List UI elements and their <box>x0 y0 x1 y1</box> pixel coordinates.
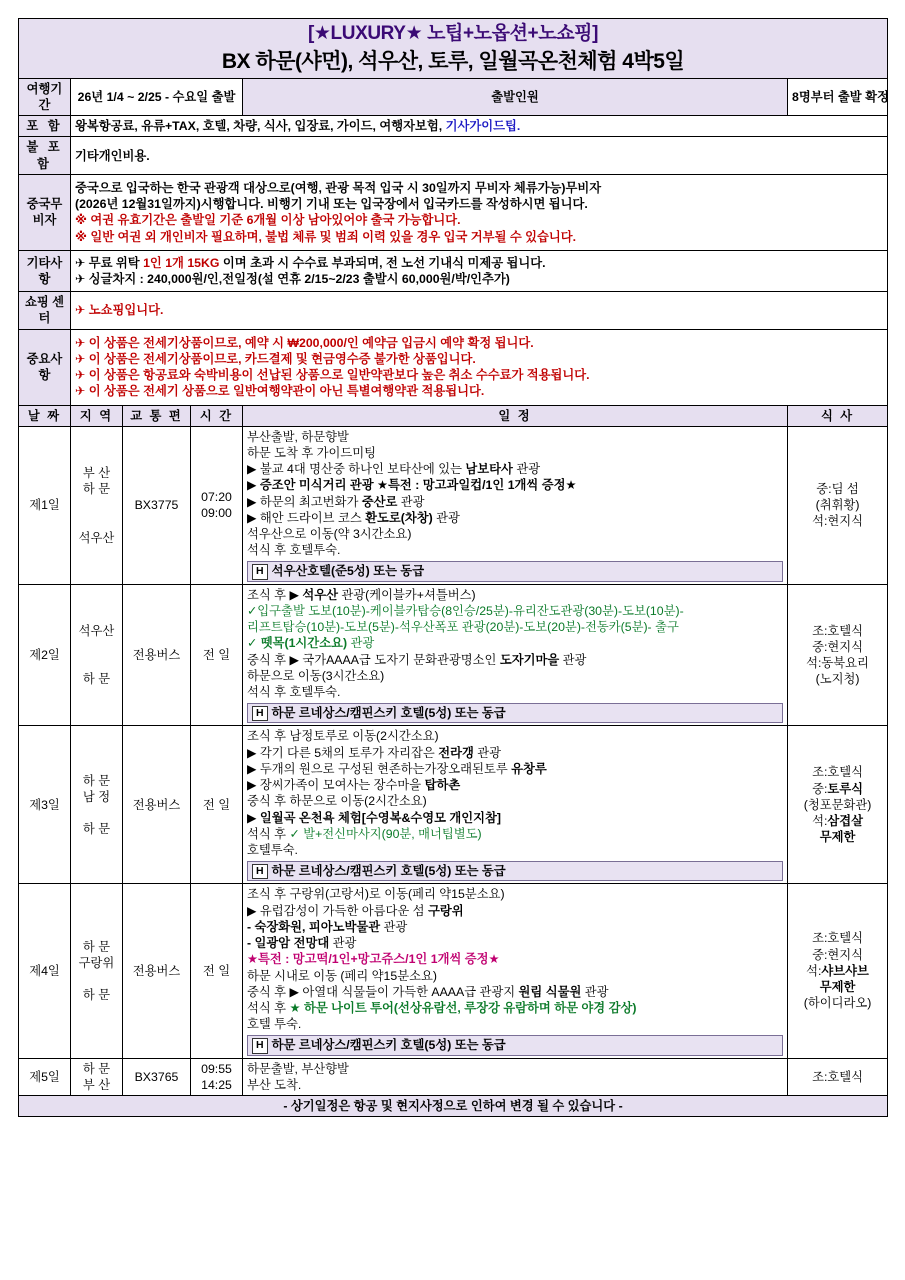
notice-line-2: ✈ 이 상품은 전세기상품이므로, 카드결제 및 현금영수증 불가한 상품입니다. <box>75 351 476 366</box>
schedule-line: 리프트탑승(10분)-도보(5분)-석우산폭포 관광(20분)-도보(20분)-전동카(5분)- 출구 <box>247 620 679 635</box>
day-transport: BX3775 <box>123 426 191 584</box>
schedule-line: ✓입구출발 도보(10분)-케이블카탑승(8인승/25분)-유리잔도관광(30분)-도보(10분)- <box>247 603 684 618</box>
schedule-line: ▶ 두개의 원으로 구성된 현존하는가장오래된토루 유창루 <box>247 761 547 776</box>
schedule-line: 조식 후 구랑위(고랑서)로 이동(페리 약15분소요) <box>247 887 505 902</box>
exclude-label: 불 포 함 <box>19 137 71 174</box>
include-blue: 기사가이드팁. <box>445 119 521 134</box>
etc-line-1: ✈ 무료 위탁 1인 1개 15KG 이며 초과 시 수수료 부과되며, 전 노선 기내식 미제공 됩니다. <box>75 255 546 270</box>
etc-row <box>19 250 888 291</box>
col-header-area: 지 역 <box>71 405 123 426</box>
notice-line-1: ✈ 이 상품은 전세기상품이므로, 예약 시 ₩200,000/인 예약금 입금시 예약 확정 됩니다. <box>75 335 534 350</box>
exclude-value: 기타개인비용. <box>71 137 888 174</box>
schedule-line: 하문 시내로 이동 (페리 약15분소요) <box>247 968 437 983</box>
col-header-date: 날 짜 <box>19 405 71 426</box>
col-header-schedule: 일 정 <box>243 405 788 426</box>
exclude-row <box>19 137 888 174</box>
hotel-icon: H <box>252 1038 268 1053</box>
schedule-line: ▶ 해안 드라이브 코스 환도로(차창) 관광 <box>247 510 460 525</box>
visa-label: 중국무비자 <box>19 174 71 250</box>
etc-label: 기타사항 <box>19 250 71 291</box>
include-label: 포 함 <box>19 116 71 137</box>
day-time: 전 일 <box>191 584 243 726</box>
schedule-line: ▶ 유럽감성이 가득한 아름다운 섬 구랑위 <box>247 903 464 918</box>
schedule-line: 석식 후 호텔투숙. <box>247 543 341 558</box>
schedule-line: - 숙장화원, 피아노박물관 관광 <box>247 919 408 934</box>
day-number: 제4일 <box>19 884 71 1058</box>
day-area: 부 산 하 문 석우산 <box>71 426 123 584</box>
schedule-line: 석우산으로 이동(약 3시간소요) <box>247 527 412 542</box>
day-area: 하 문 남 정 하 문 <box>71 726 123 884</box>
schedule-line: 중식 후 ▶ 국가AAAA급 도자기 문화관광명소인 도자기마을 관광 <box>247 652 587 667</box>
notice-label: 중요사항 <box>19 329 71 405</box>
footer-note: - 상기일정은 항공 및 현지사정으로 인하여 변경 될 수 있습니다 - <box>19 1096 888 1117</box>
title-line2: BX 하문(샤먼), 석우산, 토루, 일월곡온천체험 4박5일 <box>221 50 685 74</box>
footer-row <box>19 1096 888 1117</box>
schedule-line: ▶ 일월곡 온천욕 체험[수영복&수영모 개인지참] <box>247 810 502 825</box>
include-value <box>71 116 888 137</box>
pax-value: 8명부터 출발 확정 <box>788 78 888 115</box>
day-area: 하 문 구랑위 하 문 <box>71 884 123 1058</box>
schedule-line: 석식 후 ✓ 발+전신마사지(90분, 매너팁별도) <box>247 826 482 841</box>
itinerary-day-row <box>19 726 888 884</box>
title-row <box>19 19 888 79</box>
schedule-line: 하문출발, 부산향발 <box>247 1061 349 1076</box>
schedule-line: 하문 도착 후 가이드미팅 <box>247 445 377 460</box>
schedule-line: 중식 후 ▶ 아열대 식물들이 가득한 AAAA급 관광지 원림 식물원 관광 <box>247 984 609 999</box>
day-meals: 조:호텔식 중:현지식 석:샤브샤브 무제한 (하이디라오) <box>788 884 888 1058</box>
hotel-bar: H 하문 르네상스/캠핀스키 호텔(5성) 또는 동급 <box>247 861 783 881</box>
day-number: 제1일 <box>19 426 71 584</box>
visa-line-3: ※ 여권 유효기간은 출발일 기준 6개월 이상 남아있어야 출국 가능합니다. <box>75 213 461 228</box>
itinerary-body <box>19 426 888 1095</box>
schedule-line: 호텔투숙. <box>247 842 298 857</box>
visa-value <box>71 174 888 250</box>
etc-value <box>71 250 888 291</box>
day-number: 제2일 <box>19 584 71 726</box>
notice-value <box>71 329 888 405</box>
itinerary-day-row <box>19 584 888 726</box>
hotel-icon: H <box>252 864 268 879</box>
visa-line-4: ※ 일반 여권 외 개인비자 필요하며, 불법 체류 및 범죄 이력 있을 경우 입국 거부될 수 있습니다. <box>75 229 577 244</box>
day-time: 전 일 <box>191 884 243 1058</box>
day-transport: 전용버스 <box>123 584 191 726</box>
day-meals: 조:호텔식 중:토루식 (청포문화관) 석:삼겹살 무제한 <box>788 726 888 884</box>
hotel-icon: H <box>252 706 268 721</box>
hotel-bar: H 석우산호텔(준5성) 또는 동급 <box>247 561 783 581</box>
col-header-meals: 식 사 <box>788 405 888 426</box>
pax-label: 출발인원 <box>243 78 788 115</box>
hotel-bar: H 하문 르네상스/캠핀스키 호텔(5성) 또는 동급 <box>247 1035 783 1055</box>
notice-line-3: ✈ 이 상품은 항공료와 숙박비용이 선납된 상품으로 일반약관보다 높은 취소 수수료가 적용됩니다. <box>75 368 590 383</box>
shopping-value: ✈ 노쇼핑입니다. <box>71 292 888 329</box>
hotel-bar: H 하문 르네상스/캠핀스키 호텔(5성) 또는 동급 <box>247 703 783 723</box>
schedule-line: 석식 후 호텔투숙. <box>247 685 341 700</box>
shopping-row <box>19 292 888 329</box>
schedule-line: 부산 도착. <box>247 1077 302 1092</box>
schedule-line: - 일광암 전망대 관광 <box>247 936 357 951</box>
itinerary-day-row <box>19 1058 888 1095</box>
hotel-icon: H <box>252 564 268 579</box>
schedule-line: 석식 후 ★ 하문 나이트 투어(선상유람선, 루장강 유람하며 하문 야경 감상) <box>247 1000 637 1015</box>
day-transport: BX3765 <box>123 1058 191 1095</box>
schedule-line: 조식 후 남정토루로 이동(2시간소요) <box>247 729 439 744</box>
notice-row <box>19 329 888 405</box>
day-schedule <box>243 884 788 1058</box>
include-row <box>19 116 888 137</box>
day-meals: 조:호텔식 중:현지식 석:동북요리 (노지청) <box>788 584 888 726</box>
itinerary-day-row <box>19 884 888 1058</box>
notice-line-4: ✈ 이 상품은 전세기 상품으로 일반여행약관이 아닌 특별여행약관 적용됩니다. <box>75 384 485 399</box>
schedule-line: 조식 후 ▶ 석우산 관광(케이블카+셔틀버스) <box>247 587 476 602</box>
day-schedule <box>243 1058 788 1095</box>
shopping-label: 쇼핑 센터 <box>19 292 71 329</box>
visa-row <box>19 174 888 250</box>
schedule-line: 호텔 투숙. <box>247 1017 302 1032</box>
day-meals: 조:호텔식 <box>788 1058 888 1095</box>
day-time: 09:55 14:25 <box>191 1058 243 1095</box>
day-transport: 전용버스 <box>123 884 191 1058</box>
day-transport: 전용버스 <box>123 726 191 884</box>
day-schedule <box>243 584 788 726</box>
day-area: 석우산 하 문 <box>71 584 123 726</box>
col-header-transport: 교 통 편 <box>123 405 191 426</box>
period-value: 26년 1/4 ~ 2/25 - 수요일 출발 <box>71 78 243 115</box>
schedule-line: 하문으로 이동(3시간소요) <box>247 668 385 683</box>
schedule-line: ▶ 증조안 미식거리 관광 ★특전 : 망고과일컵/1인 1개씩 증정★ <box>247 478 577 493</box>
include-main: 왕복항공료, 유류+TAX, 호텔, 차량, 식사, 입장료, 가이드, 여행자보험, <box>75 119 446 134</box>
itinerary-day-row <box>19 426 888 584</box>
day-number: 제5일 <box>19 1058 71 1095</box>
title-line1: [★LUXURY★ 노팁+노옵션+노쇼핑] <box>308 23 599 44</box>
schedule-line: 중식 후 하문으로 이동(2시간소요) <box>247 794 427 809</box>
schedule-line: ▶ 장씨가족이 모여사는 장수마을 탑하촌 <box>247 778 461 793</box>
day-meals: 중:딤 섬 (취휘황) 석:현지식 <box>788 426 888 584</box>
itinerary-header-row <box>19 405 888 426</box>
period-label: 여행기간 <box>19 78 71 115</box>
title-cell <box>19 19 888 79</box>
schedule-line: 부산출발, 하문향발 <box>247 429 349 444</box>
col-header-time: 시 간 <box>191 405 243 426</box>
visa-line-1: 중국으로 입국하는 한국 관광객 대상으로(여행, 관광 목적 입국 시 30일까지 무비자 체류가능)무비자 <box>75 180 602 195</box>
day-schedule <box>243 426 788 584</box>
day-schedule <box>243 726 788 884</box>
period-row <box>19 78 888 115</box>
schedule-line: ✓ 뗏목(1시간소요) 관광 <box>247 636 375 651</box>
schedule-line: ▶ 하문의 최고번화가 중산로 관광 <box>247 494 425 509</box>
schedule-line: ★특전 : 망고떡/1인+망고쥬스/1인 1개씩 증정★ <box>247 952 500 967</box>
visa-line-2: (2026년 12월31일까지)시행합니다. 비행기 기내 또는 입국장에서 입국카드를 작성하시면 됩니다. <box>75 197 588 212</box>
day-number: 제3일 <box>19 726 71 884</box>
etc-line-2: ✈ 싱글차지 : 240,000원/인,전일정(설 연휴 2/15~2/23 출발시 60,000원/박/인추가) <box>75 271 510 286</box>
day-area: 하 문 부 산 <box>71 1058 123 1095</box>
day-time: 07:20 09:00 <box>191 426 243 584</box>
tour-itinerary-table <box>18 18 888 1117</box>
schedule-line: ▶ 각기 다른 5채의 토루가 자리잡은 전라갱 관광 <box>247 745 502 760</box>
day-time: 전 일 <box>191 726 243 884</box>
schedule-line: ▶ 불교 4대 명산중 하나인 보타산에 있는 남보타사 관광 <box>247 462 541 477</box>
